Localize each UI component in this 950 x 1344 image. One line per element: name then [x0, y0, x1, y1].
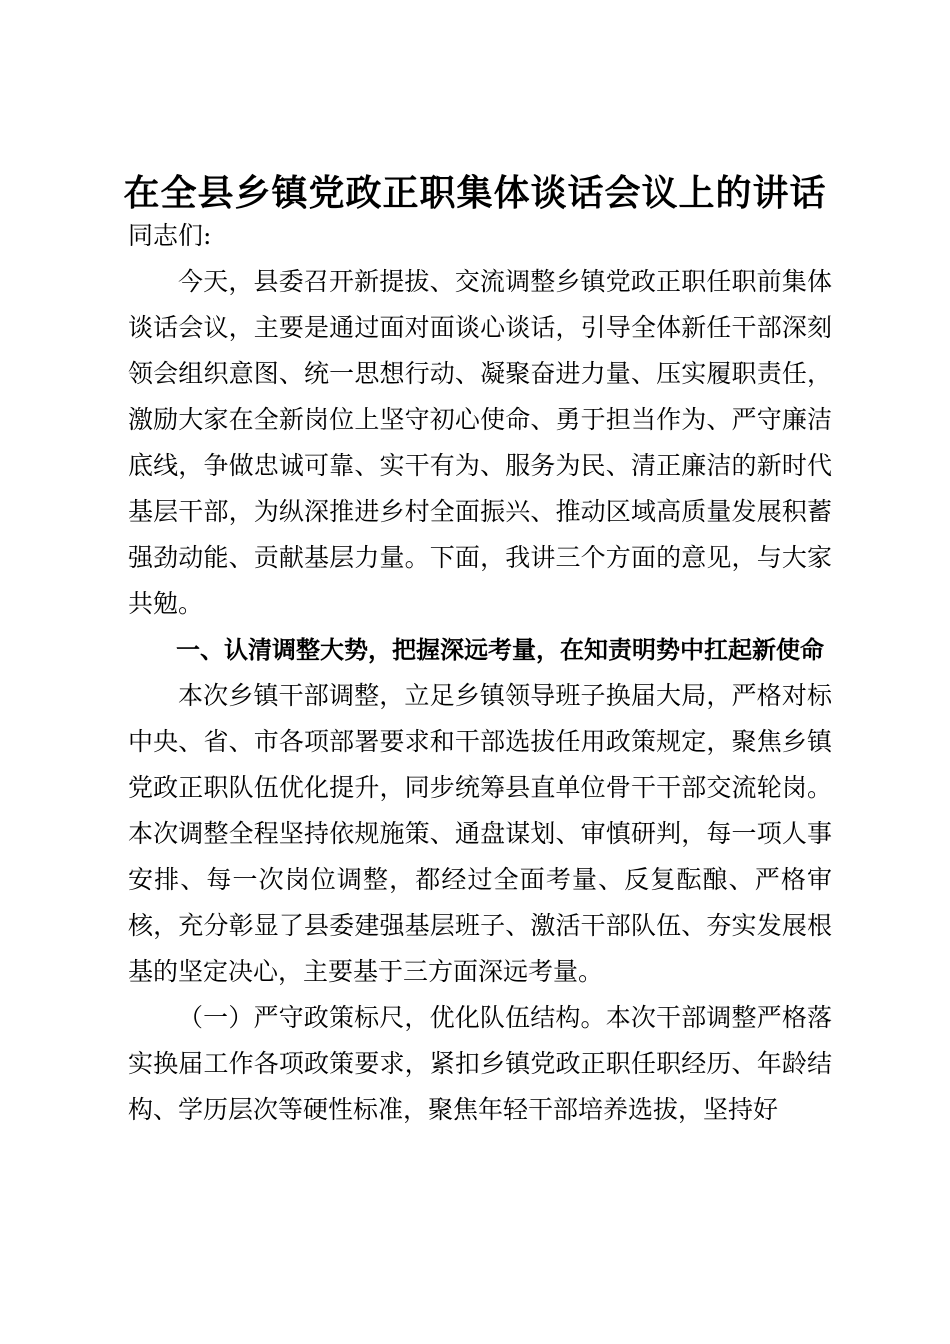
document-body	[128, 213, 832, 1133]
section-heading: 一、认清调整大势，把握深远考量，在知责明势中扛起新使命	[176, 636, 824, 664]
document-title: 在全县乡镇党政正职集体谈话会议上的讲话	[123, 173, 827, 214]
intro-paragraph: 今天，县委召开新提拔、交流调整乡镇党政正职任职前集体谈话会议，主要是通过面对面谈心谈话，引导全体新任干部深刻领会组织意图、统一思想行动、凝聚奋进力量、压实履职责任，激励大家在全新岗位上坚守初心使命、勇于担当作为、严守廉洁底线，争做忠诚可靠、实干有为、服务为民、清正廉洁的新时代基层干部，为纵深推进乡村全面振兴、推动区域高质量发展积蓄强劲动能、贡献基层力量。下面，我讲三个方面的意见，与大家共勉。	[128, 267, 832, 618]
subsection-paragraph: （一）严守政策标尺，优化队伍结构。本次干部调整严格落实换届工作各项政策要求，紧扣乡镇党政正职任职经历、年龄结构、学历层次等硬性标准，聚焦年轻干部培养选拔，坚持好	[128, 1003, 832, 1124]
salutation: 同志们:	[128, 221, 212, 250]
section-paragraph: 本次乡镇干部调整，立足乡镇领导班子换届大局，严格对标中央、省、市各项部署要求和干部选拔任用政策规定，聚焦乡镇党政正职队伍优化提升，同步统筹县直单位骨干干部交流轮岗。本次调整全程坚持依规施策、通盘谋划、审慎研判，每一项人事安排、每一次岗位调整，都经过全面考量、反复酝酿、严格审核，充分彰显了县委建强基层班子、激活干部队伍、夯实发展根基的坚定决心，主要基于三方面深远考量。	[128, 681, 832, 986]
